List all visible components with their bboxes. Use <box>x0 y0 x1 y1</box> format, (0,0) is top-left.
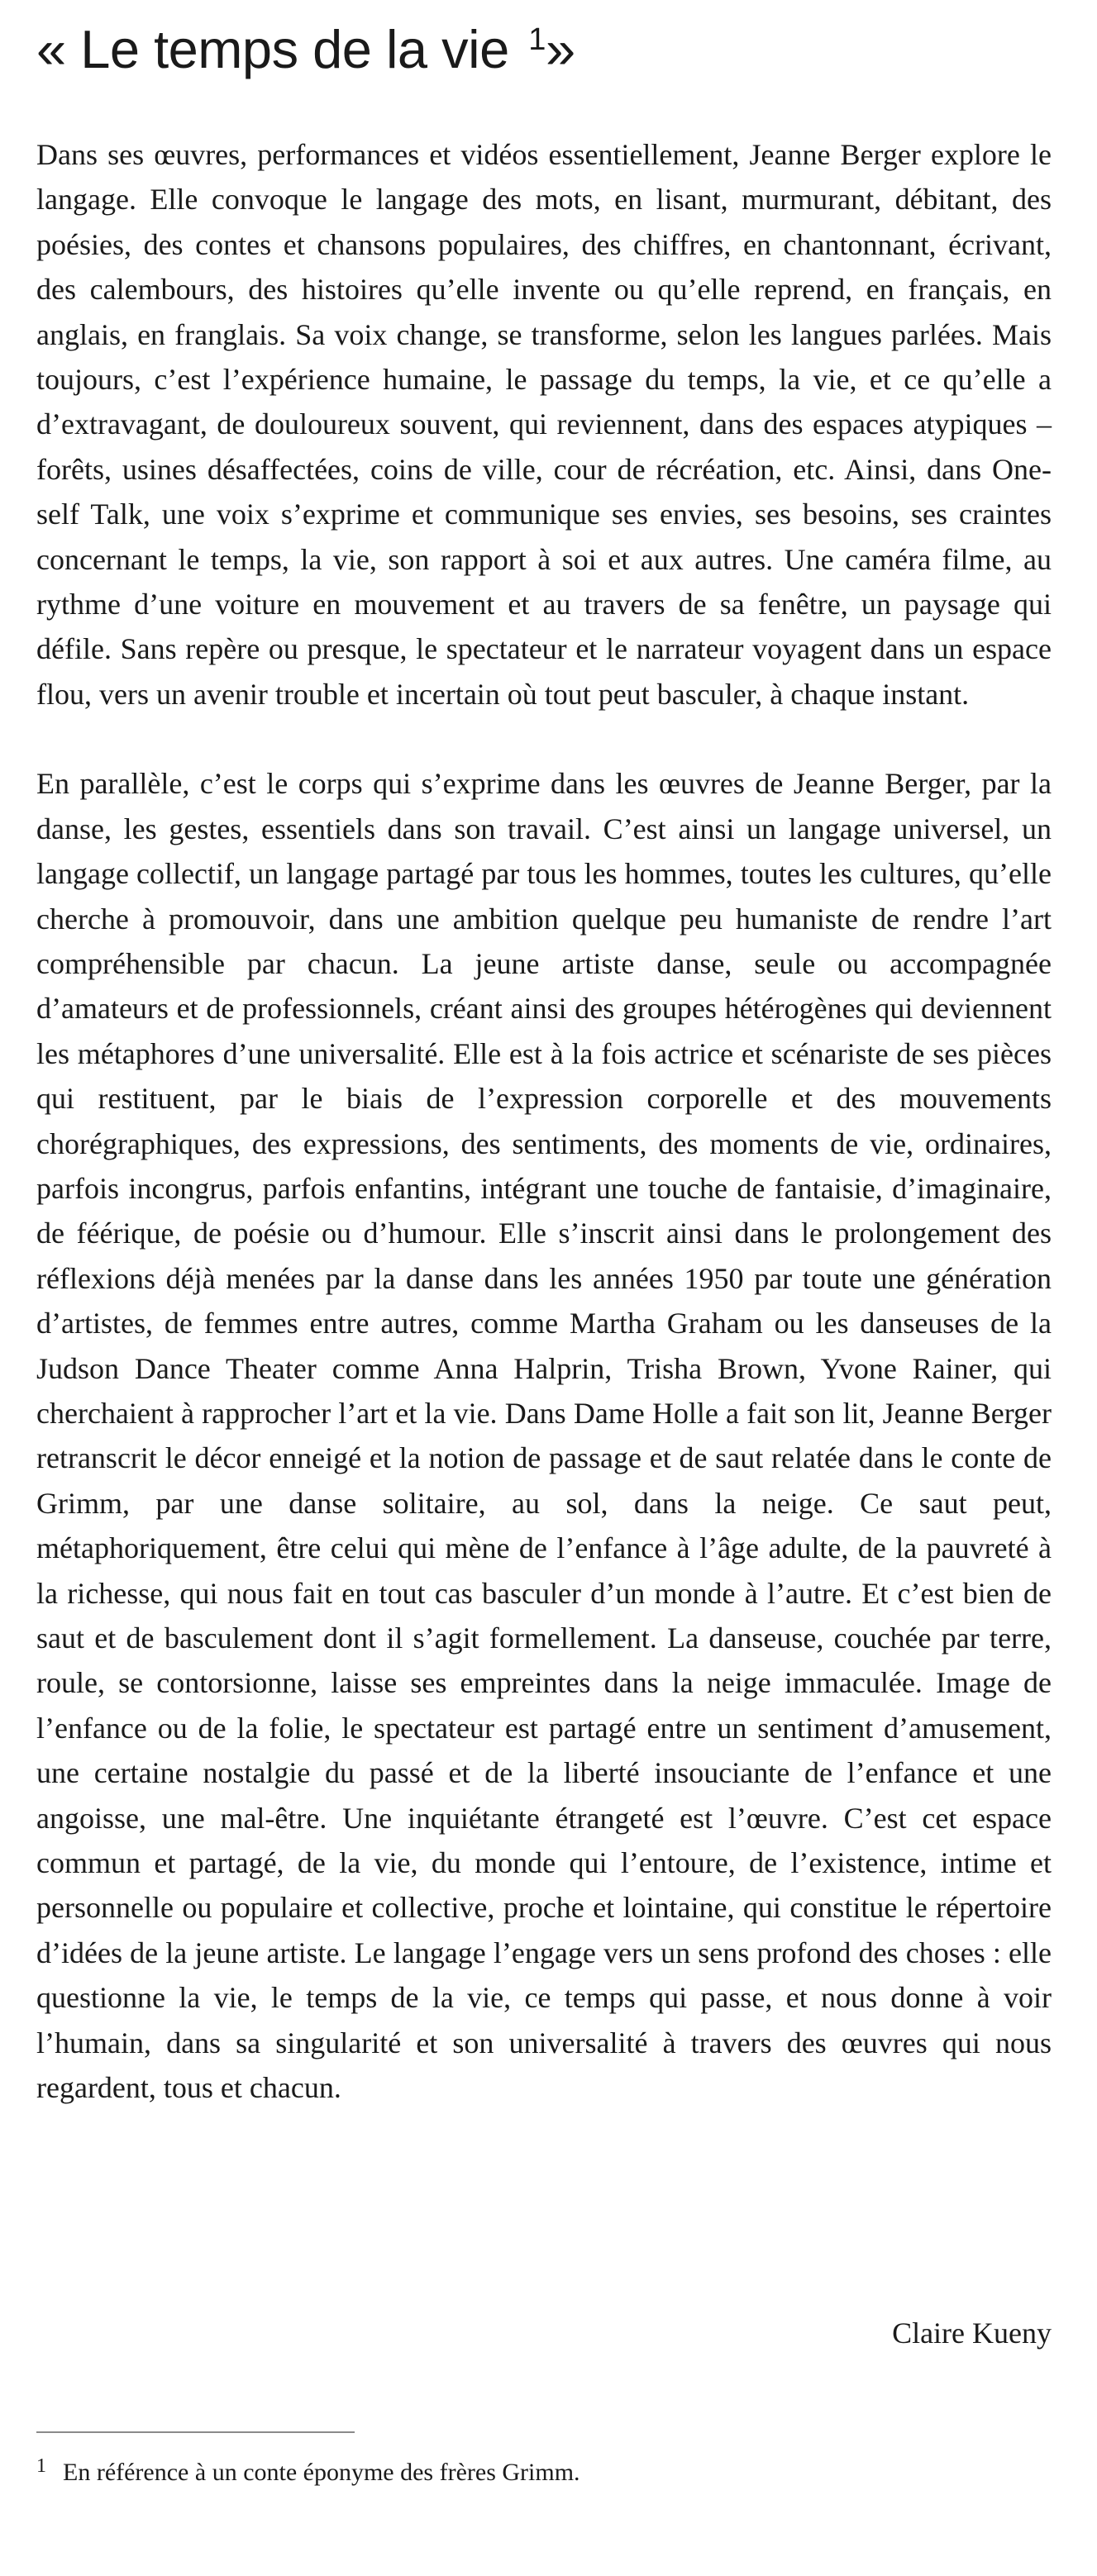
article-title <box>36 17 575 91</box>
footnote-mark: 1 <box>36 2455 46 2477</box>
paragraph-1: Dans ses œuvres, performances et vidéos essentiellement, Jeanne Berger explore le langage. Elle convoque le langage des mots, en lisant, murmurant, débitant, des poésies, des contes et chansons populaires, des chiffres, en chantonnant, écrivant, des calembours, des histoires qu’elle invente ou qu’elle reprend, en français, en anglais, en franglais. Sa voix change, se transforme, selon les langues parlées. Mais toujours, c’est l’expérience humaine, le passage du temps, la vie, et ce qu’elle a d’extravagant, de douloureux souvent, qui reviennent, dans des espaces atypiques – forêts, usines désaffectées, coins de ville, cour de récréation, etc. Ainsi, dans One-self Talk, une voix s’exprime et communique ses envies, ses besoins, ses craintes concernant le temps, la vie, son rapport à soi et aux autres. Une caméra filme, au rythme d’une voiture en mouvement et au travers de sa fenêtre, un paysage qui défile. Sans repère ou presque, le spectateur et le narrateur voyagent dans un espace flou, vers un avenir trouble et incertain où tout peut basculer, à chaque instant. <box>36 138 1052 711</box>
article-title-text: « Le temps de la vie <box>36 19 509 79</box>
footnote-divider <box>36 2431 355 2433</box>
author-signature: Claire Kueny <box>892 2316 1052 2350</box>
footnote-text: En référence à un conte éponyme des frères Grimm. <box>63 2459 580 2486</box>
footnote-reference[interactable]: 1 <box>528 22 546 57</box>
paragraph-2: En parallèle, c’est le corps qui s’exprime dans les œuvres de Jeanne Berger, par la danse, les gestes, essentiels dans son travail. C’est ainsi un langage universel, un langage collectif, un langage partagé par tous les hommes, toutes les cultures, qu’elle cherche à promouvoir, dans une ambition quelque peu humaniste de rendre l’art compréhensible par chacun. La jeune artiste danse, seule ou accompagnée d’amateurs et de professionnels, créant ainsi des groupes hétérogènes qui deviennent les métaphores d’une universalité. Elle est à la fois actrice et scénariste de ses pièces qui restituent, par le biais de l’expression corporelle et des mouvements chorégraphiques, des expressions, des sentiments, des moments de vie, ordinaires, parfois incongrus, parfois enfantins, intégrant une touche de fantaisie, d’imaginaire, de féérique, de poésie ou d’humour. Elle s’inscrit ainsi dans le prolongement des réflexions déjà menées par la danse dans les années 1950 par toute une génération d’artistes, de femmes entre autres, comme Martha Graham ou les danseuses de la Judson Dance Theater comme Anna Halprin, Trisha Brown, Yvone Rainer, qui cherchaient à rapprocher l’art et la vie. Dans Dame Holle a fait son lit, Jeanne Berger retranscrit le décor enneigé et la notion de passage et de saut relatée dans le conte de Grimm, par une danse solitaire, au sol, dans la neige. Ce saut peut, métaphoriquement, être celui qui mène de l’enfance à l’âge adulte, de la pauvreté à la richesse, qui nous fait en tout cas basculer d’un monde à l’autre. Et c’est bien de saut et de basculement dont il s’agit formellement. La danseuse, couchée par terre, roule, se contorsionne, laisse ses empreintes dans la neige immaculée. Image de l’enfance ou de la folie, le spectateur est partagé entre un sentiment d’amusement, une certaine nostalgie du passé et de la liberté insouciante de l’enfance et une angoisse, une mal-être. Une inquiétante étrangeté est l’œuvre. C’est cet espace commun et partagé, de la vie, du monde qui l’entoure, de l’existence, intime et personnelle ou populaire et collective, proche et lointaine, qui constitue le répertoire d’idées de la jeune artiste. Le langage l’engage vers un sens profond des choses : elle questionne la vie, le temps de la vie, ce temps qui passe, et nous donne à voir l’humain, dans sa singularité et son universalité à travers des œuvres qui nous regardent, tous et chacun. <box>36 767 1052 2105</box>
article-title-close: » <box>545 19 575 79</box>
footnote <box>36 2456 580 2491</box>
article-body <box>36 132 1052 2110</box>
